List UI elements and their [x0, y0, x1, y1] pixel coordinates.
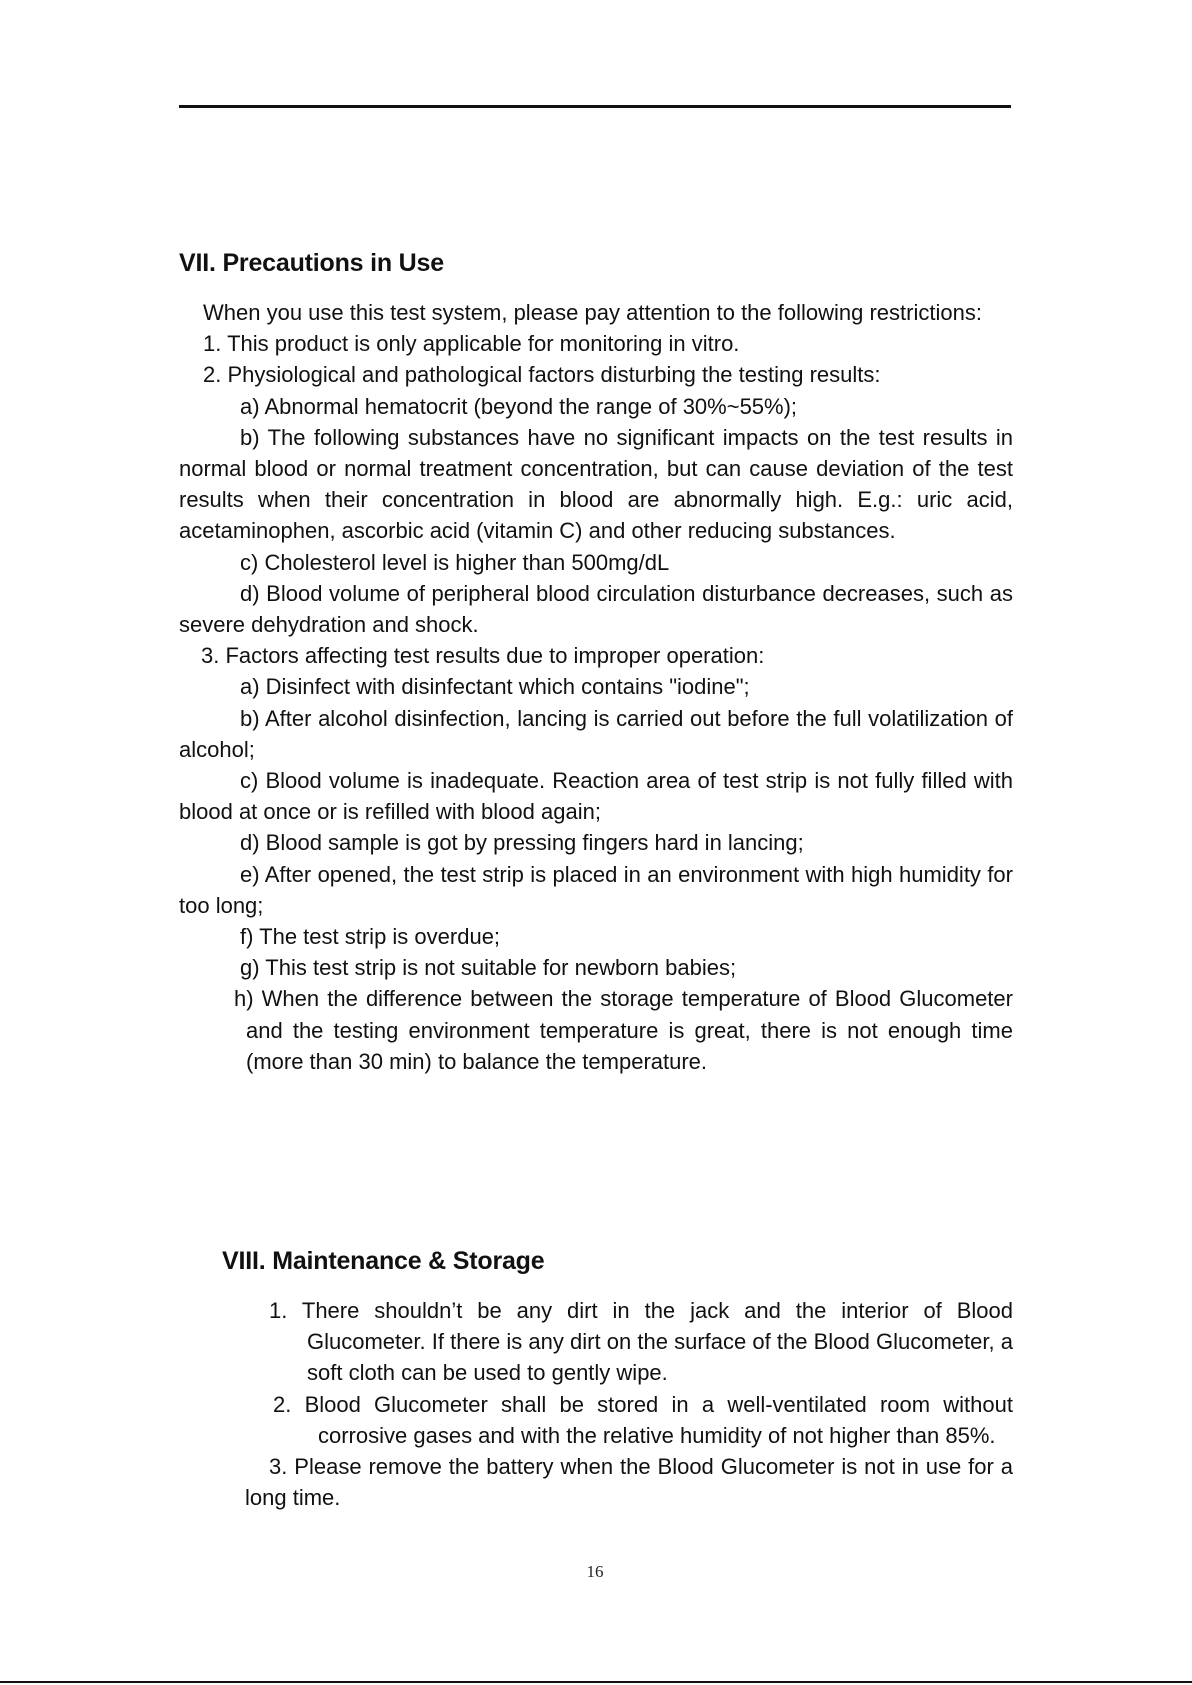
maintenance-item-2: 2. Blood Glucometer shall be stored in a well-ventilated room without corrosive gases and with the relative humidity of not higher than 85%.: [273, 1391, 1013, 1448]
precaution-item-2b: b) The following substances have no significant impacts on the test results in normal blood or normal treatment concentration, but can cause deviation of the test results when their concentration in blood are abnormally high. E.g.: uric acid, acetaminophen, ascorbic acid (vitamin C) and other reducing substances.: [179, 424, 1013, 544]
section-title-precautions: VII. Precautions in Use: [179, 249, 444, 277]
header-rule: [179, 105, 1011, 108]
precaution-item-3c: c) Blood volume is inadequate. Reaction area of test strip is not fully filled with blood at once or is refilled with blood again;: [179, 768, 1013, 825]
precaution-item-2d: d) Blood volume of peripheral blood circulation disturbance decreases, such as severe dehydration and shock.: [179, 580, 1013, 638]
precautions-body: [179, 297, 1013, 1077]
precaution-item-3b: b) After alcohol disinfection, lancing is carried out before the full volatilization of alcohol;: [179, 705, 1013, 762]
maintenance-item-1: 1. There shouldn’t be any dirt in the jack and the interior of Blood Glucometer. If there is any dirt on the surface of the Blood Glucometer, a soft cloth can be used to gently wipe.: [269, 1298, 1013, 1386]
page-number: 16: [586, 1562, 604, 1581]
precaution-item-2: 2. Physiological and pathological factors disturbing the testing results:: [203, 362, 881, 388]
section-title-maintenance: VIII. Maintenance & Storage: [222, 1247, 545, 1275]
maintenance-item-3: 3. Please remove the battery when the Blood Glucometer is not in use for a long time.: [245, 1454, 1013, 1511]
precaution-item-1: 1. This product is only applicable for monitoring in vitro.: [203, 331, 740, 357]
precaution-item-3d: d) Blood sample is got by pressing fingers hard in lancing;: [240, 830, 804, 856]
footer-rule: [0, 1681, 1192, 1683]
precaution-item-2c: c) Cholesterol level is higher than 500mg/dL: [240, 549, 670, 575]
precaution-item-2a: a) Abnormal hematocrit (beyond the range of 30%~55%);: [240, 393, 798, 419]
precaution-item-3h: h) When the difference between the storage temperature of Blood Glucometer and the testing environment temperature is great, there is not enough time (more than 30 min) to balance the temperature.: [234, 986, 1013, 1074]
precautions-intro: When you use this test system, please pay attention to the following restrictions:: [203, 300, 982, 325]
maintenance-body: [245, 1295, 1013, 1513]
precaution-item-3g: g) This test strip is not suitable for newborn babies;: [240, 955, 737, 981]
precaution-item-3e: e) After opened, the test strip is placed in an environment with high humidity for too long;: [179, 861, 1013, 918]
precaution-item-3: 3. Factors affecting test results due to improper operation:: [201, 643, 765, 669]
precaution-item-3a: a) Disinfect with disinfectant which contains "iodine";: [240, 674, 750, 700]
precaution-item-3f: f) The test strip is overdue;: [240, 924, 501, 950]
